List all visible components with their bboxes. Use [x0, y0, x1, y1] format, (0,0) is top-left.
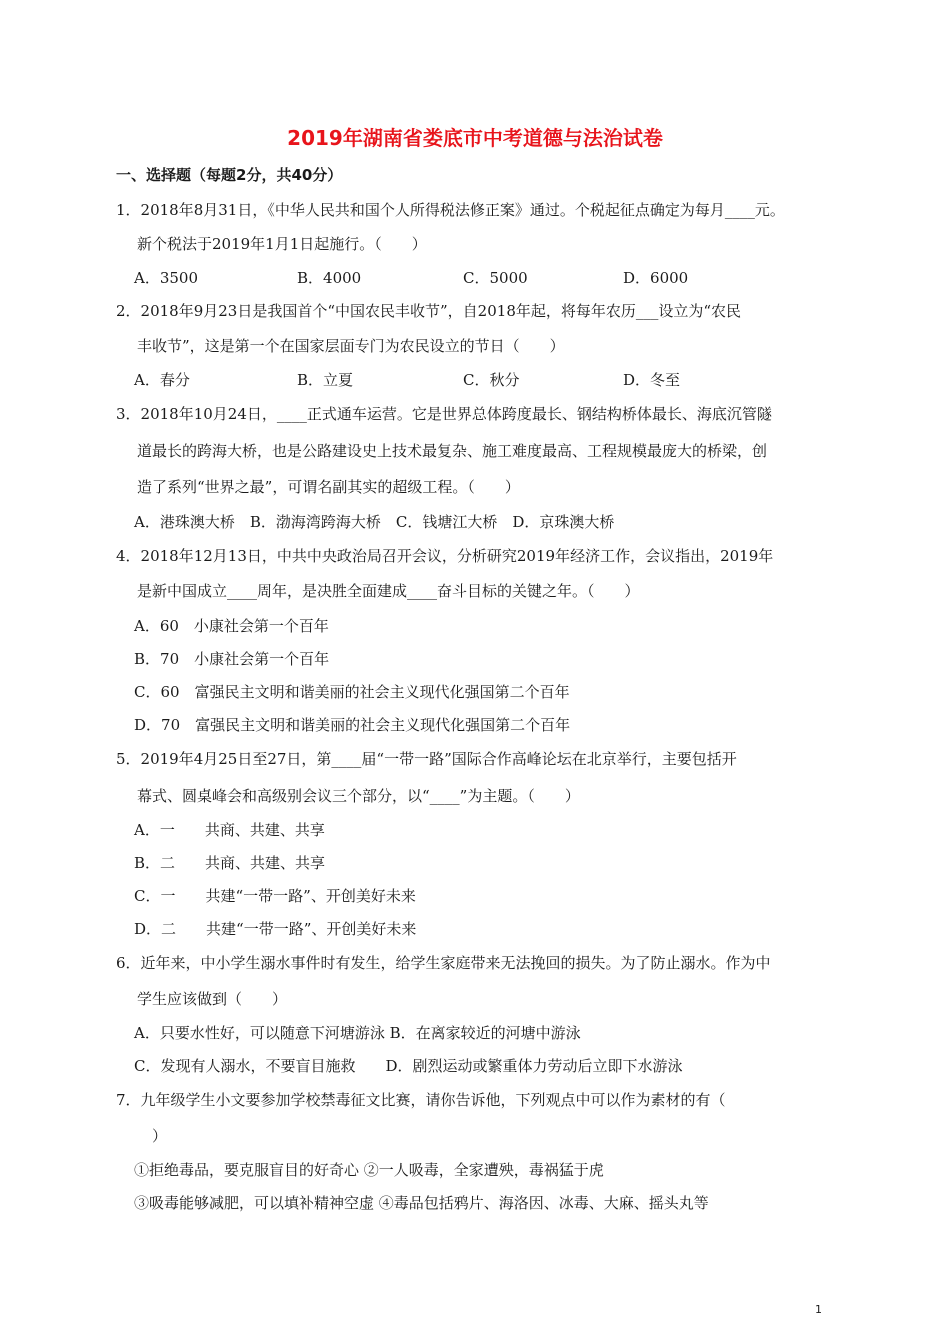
question-4-option-a: A．60 小康社会第一个百年 — [134, 617, 329, 635]
question-4-option-b: B．70 小康社会第一个百年 — [134, 650, 330, 668]
question-6-line-2: 学生应该做到（ ） — [137, 990, 288, 1008]
question-2-line-1: 2．2018年9月23日是我国首个“中国农民丰收节”，自2018年起，将每年农历___设立为“农民 — [116, 302, 742, 320]
question-4-line-2: 是新中国成立____周年，是决胜全面建成____奋斗目标的关键之年。（ ） — [137, 582, 640, 600]
question-2-option-c: C．秋分 — [463, 371, 520, 389]
question-6-options-cd: C．发现有人溺水，不要盲目施救 D．剧烈运动或繁重体力劳动后立即下水游泳 — [134, 1057, 683, 1075]
question-2-line-2: 丰收节”，这是第一个在国家层面专门为农民设立的节日（ ） — [137, 337, 565, 355]
question-1-option-b: B．4000 — [297, 269, 362, 287]
question-3-options: A．港珠澳大桥 B．渤海湾跨海大桥 C．钱塘江大桥 D．京珠澳大桥 — [134, 513, 615, 531]
question-1-line-2: 新个税法于2019年1月1日起施行。（ ） — [137, 235, 427, 253]
exam-title: 2019年湖南省娄底市中考道德与法治试卷 — [287, 126, 663, 150]
question-4-option-c: C．60 富强民主文明和谐美丽的社会主义现代化强国第二个百年 — [134, 683, 570, 701]
question-3-line-3: 造了系列“世界之最”，可谓名副其实的超级工程。（ ） — [137, 478, 520, 496]
question-4-line-1: 4．2018年12月13日，中共中央政治局召开会议，分析研究2019年经济工作，会议指出，2019年 — [116, 547, 774, 565]
question-5-option-d: D．二 共建“一带一路”、开创美好未来 — [134, 920, 417, 938]
question-5-option-a: A．一 共商、共建、共享 — [134, 821, 325, 839]
question-4-option-d: D．70 富强民主文明和谐美丽的社会主义现代化强国第二个百年 — [134, 716, 571, 734]
question-2-option-a: A．春分 — [134, 371, 190, 389]
question-1-line-1: 1．2018年8月31日，《中华人民共和国个人所得税法修正案》通过。个税起征点确定为每月____元。 — [116, 201, 785, 219]
question-7-line-1: 7．九年级学生小文要参加学校禁毒征文比赛，请你告诉他，下列观点中可以作为素材的有（ — [116, 1091, 726, 1109]
question-2-option-b: B．立夏 — [297, 371, 354, 389]
question-1-option-d: D．6000 — [623, 269, 689, 287]
section-heading: 一、选择题（每题2分，共40分） — [116, 166, 343, 184]
question-2-option-d: D．冬至 — [623, 371, 681, 389]
question-1-option-c: C．5000 — [463, 269, 528, 287]
question-3-line-2: 道最长的跨海大桥，也是公路建设史上技术最复杂、施工难度最高、工程规模最庞大的桥梁，创 — [137, 442, 768, 460]
question-7-line-2: ） — [137, 1127, 168, 1145]
question-5-option-c: C．一 共建“一带一路”、开创美好未来 — [134, 887, 416, 905]
question-6-line-1: 6．近年来，中小学生溺水事件时有发生，给学生家庭带来无法挽回的损失。为了防止溺水。作为中 — [116, 954, 771, 972]
question-6-options-ab: A．只要水性好，可以随意下河塘游泳 B．在离家较近的河塘中游泳 — [134, 1024, 581, 1042]
question-5-option-b: B．二 共商、共建、共享 — [134, 854, 326, 872]
question-5-line-2: 幕式、圆桌峰会和高级别会议三个部分，以“____”为主题。（ ） — [137, 787, 580, 805]
question-7-statements-3-4: ③吸毒能够减肥，可以填补精神空虚 ④毒品包括鸦片、海洛因、冰毒、大麻、摇头丸等 — [134, 1194, 709, 1212]
question-5-line-1: 5．2019年4月25日至27日，第____届“一带一路”国际合作高峰论坛在北京举行，主要包括开 — [116, 750, 737, 768]
question-1-option-a: A．3500 — [134, 269, 199, 287]
page-number: 1 — [815, 1303, 822, 1316]
question-7-statements-1-2: ①拒绝毒品，要克服盲目的好奇心 ②一人吸毒，全家遭殃，毒祸猛于虎 — [134, 1161, 604, 1179]
question-3-line-1: 3．2018年10月24日，____正式通车运营。它是世界总体跨度最长、钢结构桥体最长、海底沉管隧 — [116, 405, 772, 423]
